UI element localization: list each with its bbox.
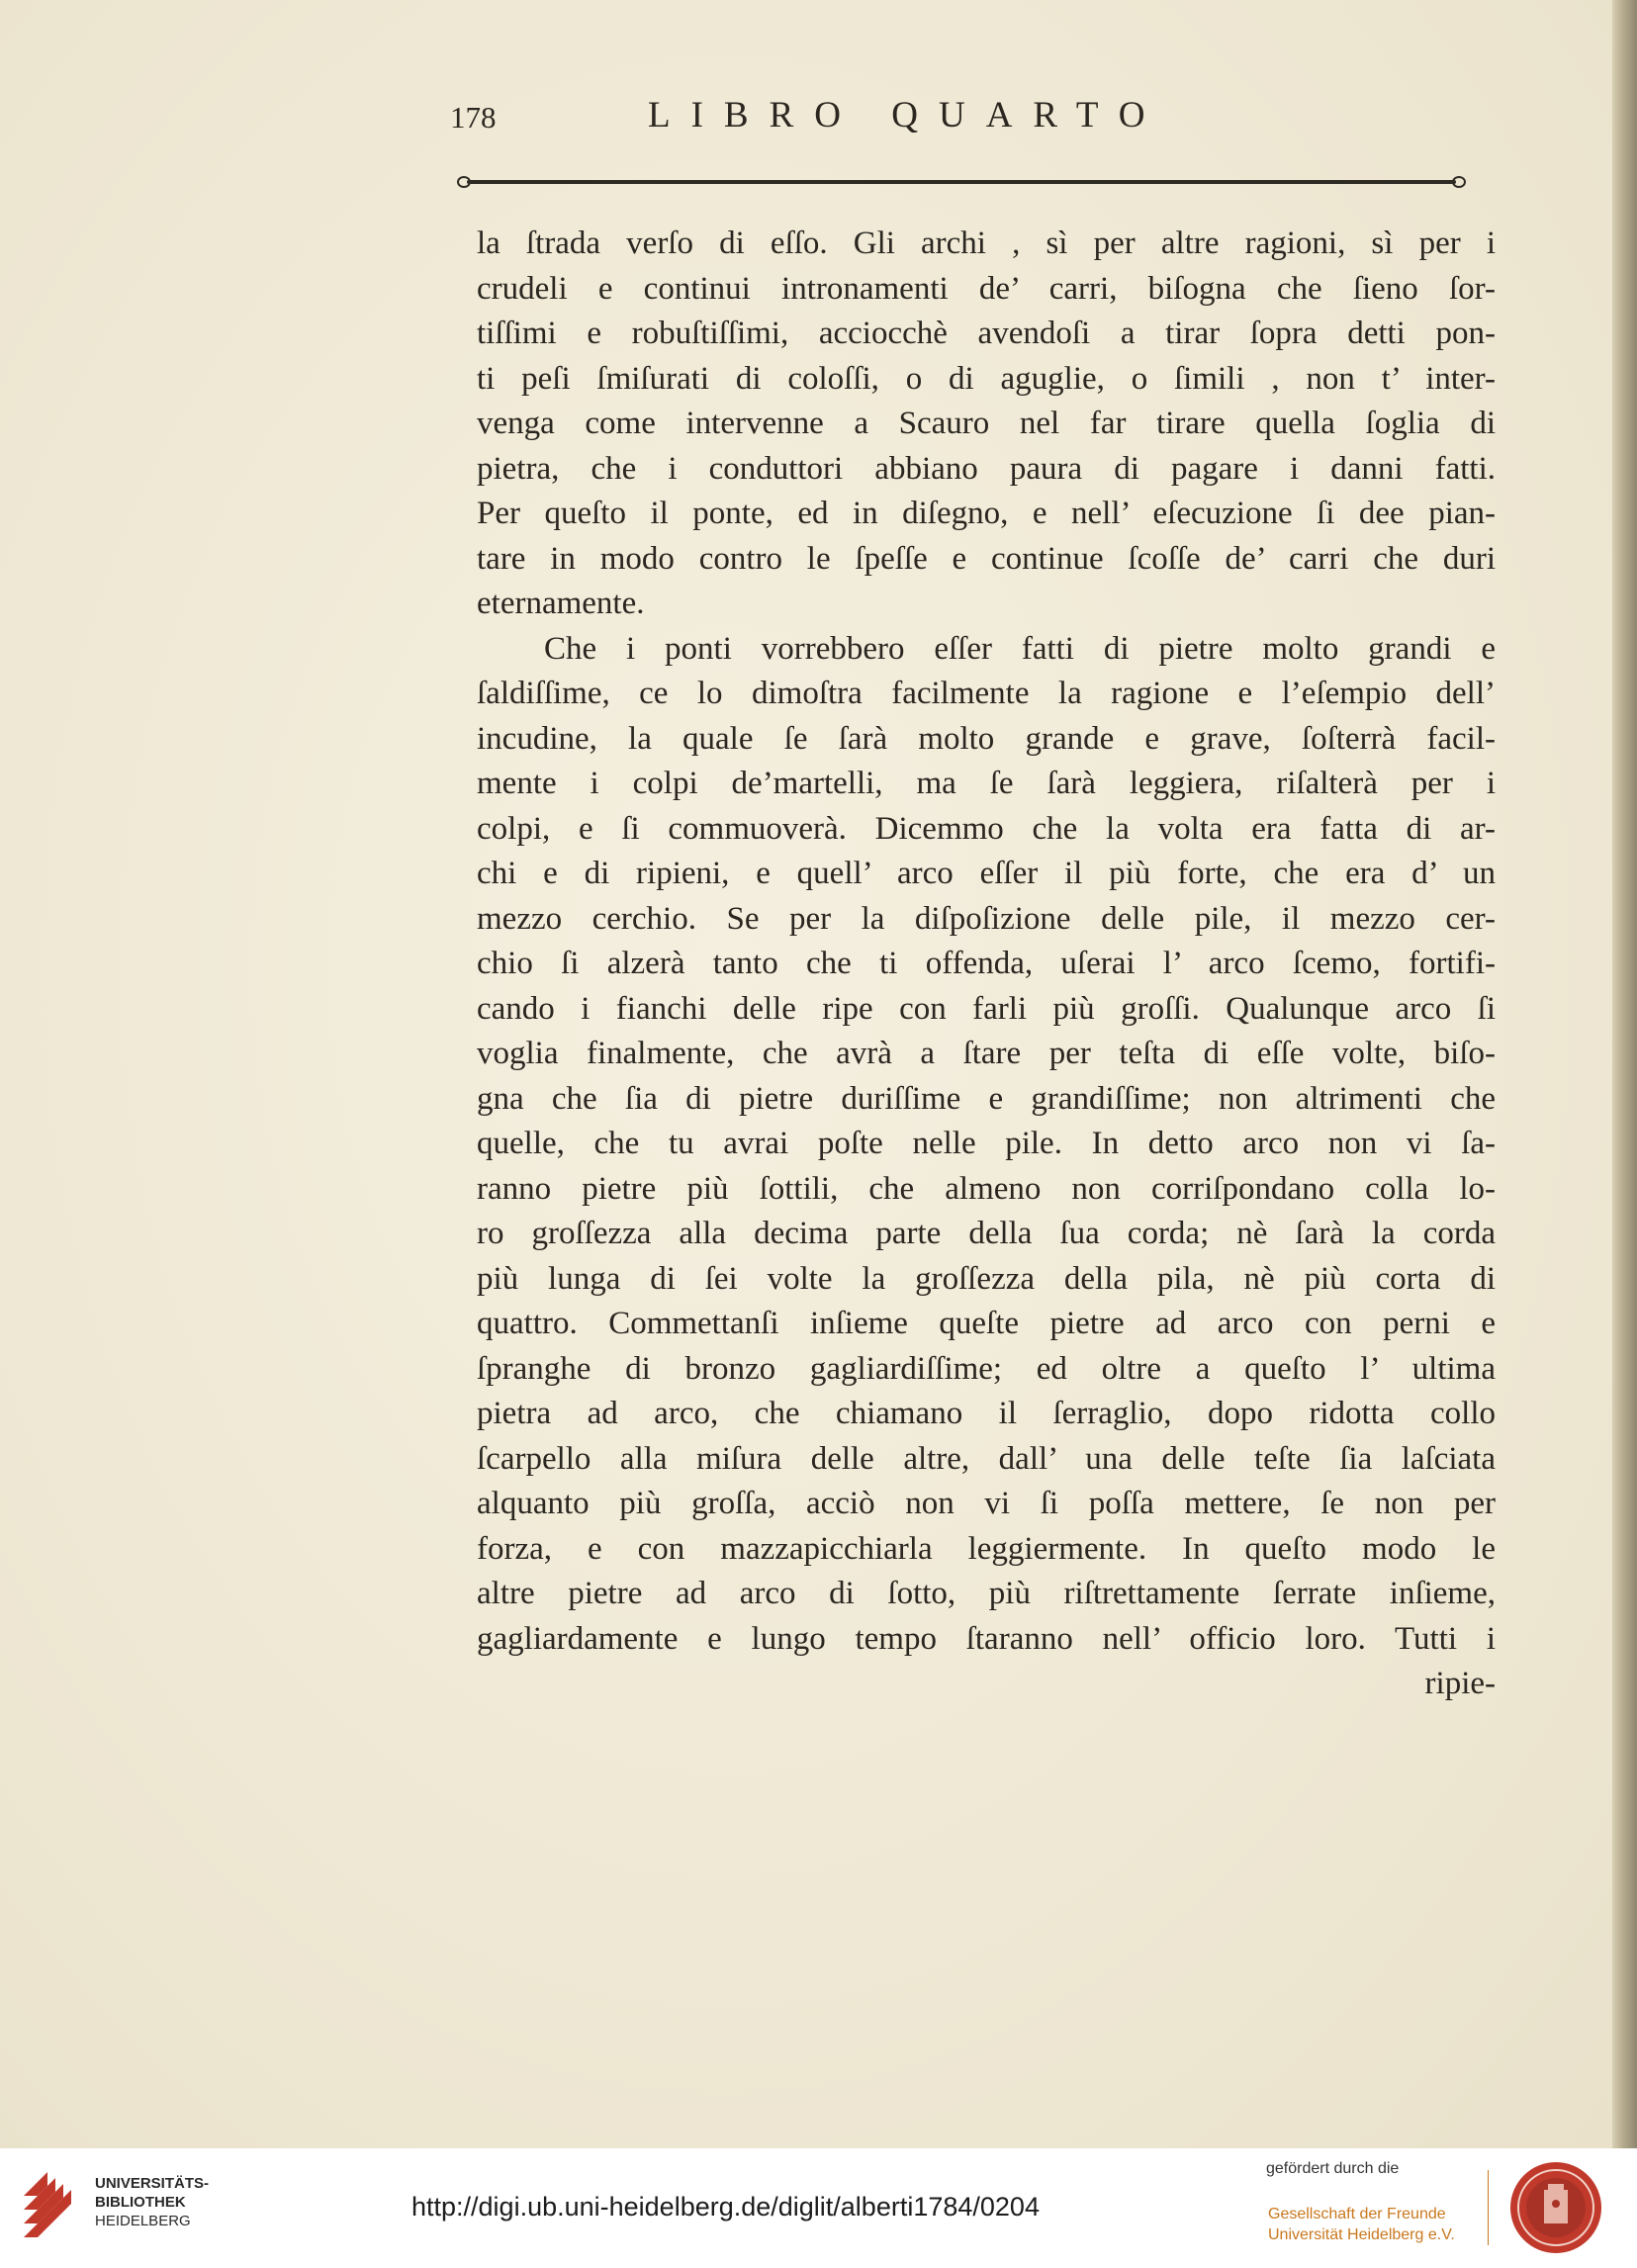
text-line: eternamente. [477,586,645,621]
text-line: quelle, che tu avrai poſte nelle pile. In detto arco non vi ſa- [477,1126,1496,1161]
sponsor-label: gefördert durch die [1266,2160,1400,2177]
text-line: voglia finalmente, che avrà a ſtare per teſta di eſſe volte, biſo- [477,1036,1496,1071]
text-line: ſpranghe di bronzo gagliardiſſime; ed oltre a queſto l’ ultima [477,1350,1496,1387]
running-head: LIBRO QUARTO [648,95,1166,136]
sponsor-name [1268,2204,1455,2245]
text-line: la ſtrada verſo di eſſo. Gli archi , sì per altre ragioni, sì per i [477,226,1496,261]
text-line: incudine, la quale ſe ſarà molto grande e grave, ſoſterrà facil- [477,720,1496,757]
text-line: ti peſi ſmiſurati di coloſſi, o di aguglie, o ſimili , non t’ inter- [477,360,1496,397]
rule-line [467,180,1456,184]
sponsor-name-line: Universität Heidelberg e.V. [1268,2226,1455,2243]
library-name [95,2174,209,2230]
text-line: gna che ſia di pietre duriſſime e grandiſſime; non altrimenti che [477,1080,1496,1117]
sponsor-divider [1488,2170,1489,2245]
page-header [450,94,1474,153]
text-line: gagliardamente e lungo tempo ſtaranno nell’ officio loro. Tutti i [477,1620,1496,1657]
text-line: mente i colpi de’martelli, ma ſe ſarà leggiera, riſalterà per i [477,766,1496,801]
text-line: ranno pietre più ſottili, che almeno non corriſpondano colla lo- [477,1170,1496,1207]
permalink-url[interactable]: http://digi.ub.uni-heidelberg.de/diglit/alberti1784/0204 [411,2192,1040,2222]
text-line: Per queſto il ponte, ed in diſegno, e nell’ eſecuzione ſi dee pian- [477,496,1496,531]
text-line: pietra ad arco, che chiamano il ſerraglio, dopo ridotta collo [477,1396,1496,1431]
text-line: pietra, che i conduttori abbiano paura di pagare i danni fatti. [477,450,1496,487]
text-line: mezzo cerchio. Se per la diſpoſizione delle pile, il mezzo cer- [477,900,1496,937]
text-line: crudeli e continui intronamenti de’ carri, biſogna che ſieno ſor- [477,270,1496,307]
viewer-footer [0,2148,1637,2268]
text-line: ſaldiſſime, ce lo dimoſtra facilmente la ragione e l’eſempio dell’ [477,676,1496,711]
text-line: chio ſi alzerà tanto che ti offenda, uſerai l’ arco ſcemo, fortifi- [477,946,1496,981]
sponsor-name-line: Gesellschaft der Freunde [1268,2206,1446,2223]
text-line: chi e di ripieni, e quell’ arco eſſer il più forte, che era d’ un [477,856,1496,891]
library-name-line: HEIDELBERG [95,2213,191,2229]
society-seal-icon [1508,2160,1603,2255]
header-rule [457,178,1466,186]
text-line: ro groſſezza alla decima parte della ſua corda; nè ſarà la corda [477,1216,1496,1251]
library-name-line: BIBLIOTHEK [95,2194,186,2211]
university-library-logo-icon [18,2166,87,2243]
text-line: venga come intervenne a Scauro nel far tirare quella ſoglia di [477,406,1496,441]
text-line: Che i ponti vorrebbero eſſer fatti di pietre molto grandi e [544,630,1496,667]
text-line: colpi, e ſi commuoverà. Dicemmo che la volta era fatta di ar- [477,810,1496,847]
page-number: 178 [450,100,497,135]
text-line: cando i fianchi delle ripe con farli più groſſi. Qualunque arco ſi [477,990,1496,1027]
text-line: più lunga di ſei volte la groſſezza della pila, nè più corta di [477,1260,1496,1297]
page-edge [1612,0,1637,2148]
body-text [477,222,1496,1707]
text-line: ſcarpello alla miſura delle altre, dall’ una delle teſte ſia laſciata [477,1440,1496,1477]
text-line: quattro. Commettanſi inſieme queſte pietre ad arco con perni e [477,1306,1496,1341]
catchword: ripie- [1424,1666,1496,1701]
library-name-line: UNIVERSITÄTS- [95,2175,210,2192]
text-line: alquanto più groſſa, acciò non vi ſi poſſa mettere, ſe non per [477,1486,1496,1521]
text-line: tare in modo contro le ſpeſſe e continue ſcoſſe de’ carri che duri [477,540,1496,577]
text-line: tiſſimi e robuſtiſſimi, acciocchè avendoſi a tirar ſopra detti pon- [477,316,1496,351]
rule-end-right [1452,176,1466,188]
text-line: altre pietre ad arco di ſotto, più riſtrettamente ſerrate inſieme, [477,1576,1496,1611]
text-line: forza, e con mazzapicchiarla leggiermente. In queſto modo le [477,1530,1496,1567]
